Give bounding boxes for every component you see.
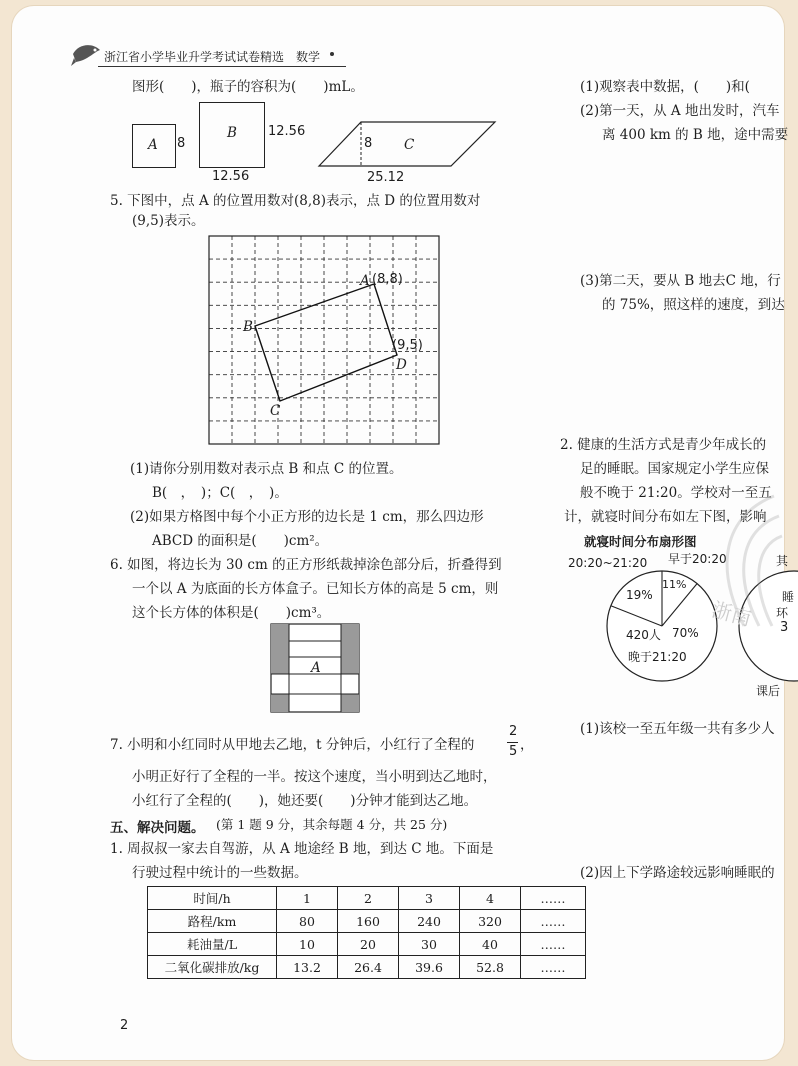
pie-people: 420人	[626, 628, 661, 642]
header-rule	[98, 66, 346, 67]
q2-line3: 般不晚于 21:20。学校对一至五	[580, 485, 772, 501]
r-line2: (2)第一天，从 A 地出发时，汽车	[580, 103, 780, 119]
table-cell: 26.4	[338, 956, 399, 979]
q2-line4: 计，就寝时间分布如左下图，影响	[564, 509, 767, 525]
r-line1: (1)观察表中数据，( )和(	[580, 79, 750, 95]
square-b-bottom: 12.56	[212, 169, 250, 184]
table-cell: 10	[277, 933, 338, 956]
square-a-label: A	[148, 137, 158, 153]
q7-frac-den: 5	[509, 744, 518, 759]
pie-pct-19: 19%	[626, 588, 653, 602]
square-b-right: 12.56	[268, 124, 306, 139]
table-row	[148, 887, 586, 910]
partial-mid3: 3	[780, 620, 789, 635]
table-cell: 路程/km	[148, 910, 277, 933]
section5-note: (第 1 题 9 分，其余每题 4 分，共 25 分)	[216, 817, 448, 832]
table-cell: 20	[338, 933, 399, 956]
subject-label: 数学	[296, 50, 321, 64]
q2-sub1: (1)该校一至五年级一共有多少人	[580, 721, 775, 737]
page-number: 2	[120, 1018, 129, 1033]
table-cell: 40	[460, 933, 521, 956]
table-row	[148, 956, 586, 979]
pie-pct-70: 70%	[672, 626, 699, 640]
table-cell: 耗油量/L	[148, 933, 277, 956]
partial-bottom: 课后	[756, 684, 781, 698]
square-b-label: B	[227, 125, 237, 141]
table-cell: 3	[399, 887, 460, 910]
pie-title: 就寝时间分布扇形图	[584, 534, 697, 549]
table-cell: 39.6	[399, 956, 460, 979]
travel-data-table	[147, 886, 586, 979]
pie-label-late: 晚于21:20	[628, 650, 687, 664]
table-cell: ……	[521, 887, 586, 910]
table-cell: ……	[521, 910, 586, 933]
r-line3: 离 400 km 的 B 地，途中需要	[602, 127, 789, 143]
point-b-label: B	[243, 319, 253, 335]
parallelogram-height: 8	[364, 136, 373, 151]
table-cell: 240	[399, 910, 460, 933]
q7-line2: 小明正好行了全程的一半。按这个速度，当小明到达乙地时，	[132, 769, 497, 785]
table-cell: 4	[460, 887, 521, 910]
watermark-text: 浙南	[709, 597, 755, 631]
table-cell: 160	[338, 910, 399, 933]
q2-sub2: (2)因上下学路途较远影响睡眠的	[580, 865, 775, 881]
q5-sub2-line1: (2)如果方格图中每个小正方形的边长是 1 cm，那么四边形	[130, 509, 484, 525]
q5-sub1-answer: B( ， )；C( ， )。	[152, 485, 288, 501]
r-line4: (3)第二天，要从 B 地去C 地，行	[580, 273, 781, 289]
q7-line3: 小红行了全程的( )，她还要( )分钟才能到达乙地。	[132, 793, 478, 809]
book-title: 浙江省小学毕业升学考试试卷精选	[104, 50, 285, 64]
q5-line2: (9,5)表示。	[132, 213, 205, 229]
point-d-pair: (9,5)	[392, 338, 423, 353]
pie-pct-11: 11%	[662, 578, 687, 591]
q2-line1: 2. 健康的生活方式是青少年成长的	[560, 437, 767, 453]
exam-page	[12, 6, 795, 1060]
section5-title: 五、解决问题。	[110, 820, 205, 836]
table-cell: 52.8	[460, 956, 521, 979]
point-a-label: A	[360, 273, 370, 289]
q6-line2: 一个以 A 为底面的长方体盒子。已知长方体的高是 5 cm，则	[132, 581, 499, 597]
point-d-label: D	[396, 357, 407, 373]
partial-mid1: 睡	[782, 590, 795, 604]
point-c-label: C	[270, 403, 281, 419]
table-row	[148, 910, 586, 933]
table-cell: ……	[521, 956, 586, 979]
box-base-label: A	[311, 660, 321, 676]
sec5-q1-line1: 1. 周叔叔一家去自驾游，从 A 地途经 B 地，到达 C 地。下面是	[110, 841, 494, 857]
q5-sub1: (1)请你分别用数对表示点 B 和点 C 的位置。	[130, 461, 403, 477]
parallelogram-base: 25.12	[367, 170, 405, 185]
r-line5: 的 75%，照这样的速度，到达	[602, 297, 785, 313]
q7-line1: 7. 小明和小红同时从甲地去乙地，t 分钟后，小红行了全程的	[110, 737, 475, 753]
pie-label-early: 早于20:20	[668, 552, 727, 566]
table-cell: 二氧化碳排放/kg	[148, 956, 277, 979]
table-cell: 13.2	[277, 956, 338, 979]
table-row	[148, 933, 586, 956]
q4-tail: 图形( )，瓶子的容积为( )mL。	[132, 79, 364, 95]
q7-frac-num: 2	[509, 724, 518, 739]
pie-label-range: 20:20~21:20	[568, 556, 648, 570]
point-a-pair: (8,8)	[372, 272, 403, 287]
table-cell: 80	[277, 910, 338, 933]
parallelogram-label: C	[404, 137, 415, 153]
table-cell: 320	[460, 910, 521, 933]
table-cell: 时间/h	[148, 887, 277, 910]
q7-frac-bar	[507, 742, 518, 743]
header-dot	[330, 52, 334, 56]
table-cell: ……	[521, 933, 586, 956]
q6-line1: 6. 如图，将边长为 30 cm 的正方形纸裁掉涂色部分后，折叠得到	[110, 557, 502, 573]
fish-logo-icon	[70, 40, 104, 66]
quadrilateral-abcd	[255, 284, 397, 401]
q5-line1: 5. 下图中，点 A 的位置用数对(8,8)表示，点 D 的位置用数对	[110, 193, 481, 209]
q2-line2: 足的睡眠。国家规定小学生应保	[580, 461, 769, 477]
table-cell: 30	[399, 933, 460, 956]
sec5-q1-line2: 行驶过程中统计的一些数据。	[132, 865, 308, 881]
q5-sub2-line2: ABCD 的面积是( )cm²。	[152, 533, 329, 549]
q7-line1-end: ，	[520, 737, 534, 753]
q6-line3: 这个长方体的体积是( )cm³。	[132, 605, 331, 621]
partial-mid2: 环	[776, 606, 789, 620]
table-cell: 2	[338, 887, 399, 910]
square-a-side: 8	[177, 136, 186, 151]
partial-top: 其	[776, 554, 789, 568]
table-cell: 1	[277, 887, 338, 910]
